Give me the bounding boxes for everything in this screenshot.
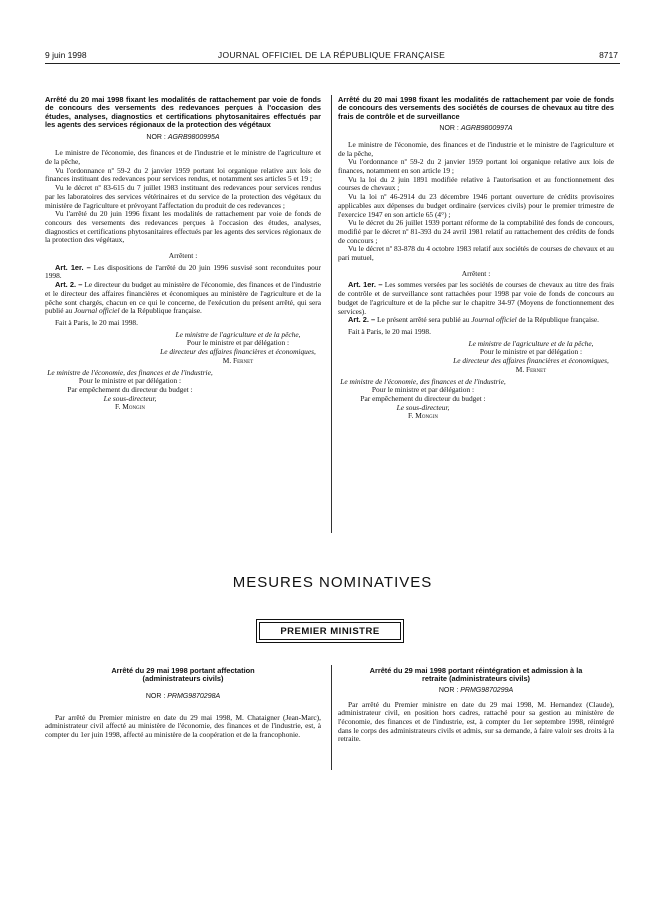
arretent-label: Arrêtent : bbox=[168, 251, 198, 261]
preamble-paragraph: Vu le décret nº 83-878 du 4 octobre 1983 relatif aux sociétés de courses de chevaux et au pari mutuel, bbox=[338, 244, 614, 263]
nor-reference: NOR : AGRB9800997A bbox=[439, 125, 513, 133]
nor-reference: NOR : AGRB9800995A bbox=[146, 133, 220, 141]
signatory-name: F. Mongin bbox=[408, 411, 438, 421]
signature-block bbox=[448, 340, 614, 375]
signatory-name: M. Fernet bbox=[222, 355, 254, 365]
signatory-role: Le sous-directeur, bbox=[103, 393, 157, 403]
article-2: Art. 2. – Le directeur du budget au ministère de l'économie, des finances et de l'industrie et le directeur des affaires financières et économiques au ministère de l'agriculture et de la pêche sont chargés, chacun en ce qui le concerne, de l'exécution du présent arrêté, qui sera publié au Journal officiel de la République française. bbox=[45, 280, 321, 316]
nor-reference: NOR : PRMG9870298A bbox=[145, 692, 221, 700]
signature-block bbox=[45, 369, 215, 413]
empechement-line: Par empêchement du directeur du budget : bbox=[360, 393, 486, 403]
arrete-body: Par arrêté du Premier ministre en date du 29 mai 1998, M. Chataigner (Jean-Marc), administrateur civil affecté au ministère de l'économie, des finances et de l'industrie, est, à compter du 1er juin 1998, affecté au ministère de la coopération et de la francophonie. bbox=[45, 712, 321, 739]
signatory-name: F. Mongin bbox=[115, 402, 145, 412]
delegation-line: Pour le ministre et par délégation : bbox=[78, 376, 182, 386]
fait-a-paris: Fait à Paris, le 20 mai 1998. bbox=[348, 326, 431, 336]
bottom-left-arrete bbox=[45, 667, 321, 740]
page-number: 8717 bbox=[599, 50, 618, 60]
column-divider-bottom bbox=[331, 665, 332, 770]
preamble-paragraph: Vu l'ordonnance nº 59-2 du 2 janvier 1959 portant loi organique relative aux lois de finances, notamment en son article 19 ; bbox=[338, 157, 614, 176]
delegation-line: Pour le ministre et par délégation : bbox=[371, 385, 475, 395]
bottom-right-arrete bbox=[338, 667, 614, 744]
arrete-title: Arrêté du 29 mai 1998 portant réintégration et admission à la retraite (administrateurs civils) bbox=[369, 666, 583, 684]
signatory-role: Le sous-directeur, bbox=[396, 402, 450, 412]
right-arrete bbox=[338, 96, 614, 421]
preamble-paragraph: Vu la loi du 2 juin 1891 modifiée relative à l'autorisation et au fonctionnement des courses de chevaux ; bbox=[338, 174, 614, 193]
signatory-minister: Le ministre de l'agriculture et de la pêche, bbox=[175, 329, 301, 339]
left-arrete bbox=[45, 96, 321, 412]
preamble-paragraph: Vu l'arrêté du 20 juin 1996 fixant les modalités de rattachement par voie de fonds de concours des versements des redevances perçues à l'occasion des études, analyses, diagnostics et certifications phytosanitaires effectués par les agents des services régionaux de la protection des végétaux, bbox=[45, 209, 321, 245]
arrete-title: Arrêté du 20 mai 1998 fixant les modalités de rattachement par voie de fonds de concours des versements des sociétés de courses de chevaux au titre des frais de contrôle et de surveillance bbox=[338, 95, 614, 121]
article-1: Art. 1er. – Les dispositions de l'arrêté du 20 juin 1996 susvisé sont reconduites pour 1998. bbox=[45, 262, 322, 281]
delegation-line: Pour le ministre et par délégation : bbox=[186, 338, 290, 348]
signatory-role: Le directeur des affaires financières et économiques, bbox=[160, 347, 316, 357]
fait-a-paris: Fait à Paris, le 20 mai 1998. bbox=[55, 317, 138, 327]
preamble-paragraph: Le ministre de l'économie, des finances et de l'industrie et le ministre de l'agriculture et de la pêche, bbox=[338, 139, 614, 158]
preamble-paragraph: Le ministre de l'économie, des finances et de l'industrie et le ministre de l'agriculture et de la pêche, bbox=[45, 148, 321, 167]
journal-title: JOURNAL OFFICIEL DE LA RÉPUBLIQUE FRANÇAISE bbox=[217, 50, 446, 60]
signatory-minister: Le ministre de l'économie, des finances et de l'industrie, bbox=[340, 376, 506, 386]
ministry-label: PREMIER MINISTRE bbox=[259, 622, 401, 640]
header-rule bbox=[45, 63, 620, 64]
empechement-line: Par empêchement du directeur du budget : bbox=[67, 384, 193, 394]
issue-date: 9 juin 1998 bbox=[45, 50, 87, 60]
signature-block bbox=[338, 378, 508, 422]
section-title: MESURES NOMINATIVES bbox=[232, 574, 433, 591]
nor-reference: NOR : PRMG9870299A bbox=[438, 686, 514, 694]
article-2: Art. 2. – Le présent arrêté sera publié au Journal officiel de la République française. bbox=[348, 315, 600, 325]
signatory-minister: Le ministre de l'agriculture et de la pêche, bbox=[468, 338, 594, 348]
arrete-title: Arrêté du 20 mai 1998 fixant les modalités de rattachement par voie de fonds de concours des versements des redevances perçues à l'occasion des études, analyses, diagnostics et certifications phytosanitaires effectués par les agents des services régionaux de la protection des végétaux bbox=[45, 95, 321, 130]
page-header bbox=[45, 50, 618, 64]
delegation-line: Pour le ministre et par délégation : bbox=[479, 347, 583, 357]
column-divider bbox=[331, 95, 332, 533]
signatory-role: Le directeur des affaires financières et économiques, bbox=[453, 356, 609, 366]
signature-block bbox=[155, 331, 321, 366]
arretent-label: Arrêtent : bbox=[461, 268, 491, 278]
signatory-minister: Le ministre de l'économie, des finances et de l'industrie, bbox=[47, 367, 213, 377]
preamble-paragraph: Vu la loi nº 46-2914 du 23 décembre 1946 portant ouverture de crédits provisoires applicables aux dépenses du budget ordinaire (services civils) pour le premier trimestre de l'exercice 1947 en son article 65 (4°) ; bbox=[338, 192, 614, 219]
arrete-body: Par arrêté du Premier ministre en date du 29 mai 1998, M. Hernandez (Claude), administrateur civil, en position hors cadres, rattaché pour sa gestion au ministère de l'économie, des finances et de l'industrie, est, à compter du 1er septembre 1998, réintégré dans le corps des administrateurs civils et admis, sur sa demande, à faire valoir ses droits à la retraite. bbox=[338, 699, 614, 744]
preamble-paragraph: Vu le décret nº 83-615 du 7 juillet 1983 instituant des redevances pour services rendus par les laboratoires des services vétérinaires et du service de la protection des végétaux du ministère de l'agriculture et prévoyant l'affectation du produit de ces redevances ; bbox=[45, 183, 321, 210]
signatory-name: M. Fernet bbox=[515, 364, 547, 374]
preamble-paragraph: Vu le décret du 26 juillet 1939 portant réforme de la comptabilité des fonds de concours, modifié par le décret nº 81-393 du 24 avril 1981 relatif au rattachement des crédits de fonds de concours ; bbox=[338, 218, 614, 245]
preamble-paragraph: Vu l'ordonnance nº 59-2 du 2 janvier 1959 portant loi organique relative aux lois de finances instituant des redevances pour services rendus, et notamment ses articles 5 et 19 ; bbox=[45, 165, 321, 184]
ministry-box bbox=[256, 619, 404, 643]
arrete-title: Arrêté du 29 mai 1998 portant affectation (administrateurs civils) bbox=[111, 666, 255, 684]
article-1: Art. 1er. – Les sommes versées par les sociétés de courses de chevaux au titre des frais de contrôle et de surveillance sont rattachées pour 1998 par voie de fonds de concours au budget de l'agriculture et de la pêche sur le chapitre 34-97 (Moyens de fonctionnement des services). bbox=[338, 280, 615, 316]
